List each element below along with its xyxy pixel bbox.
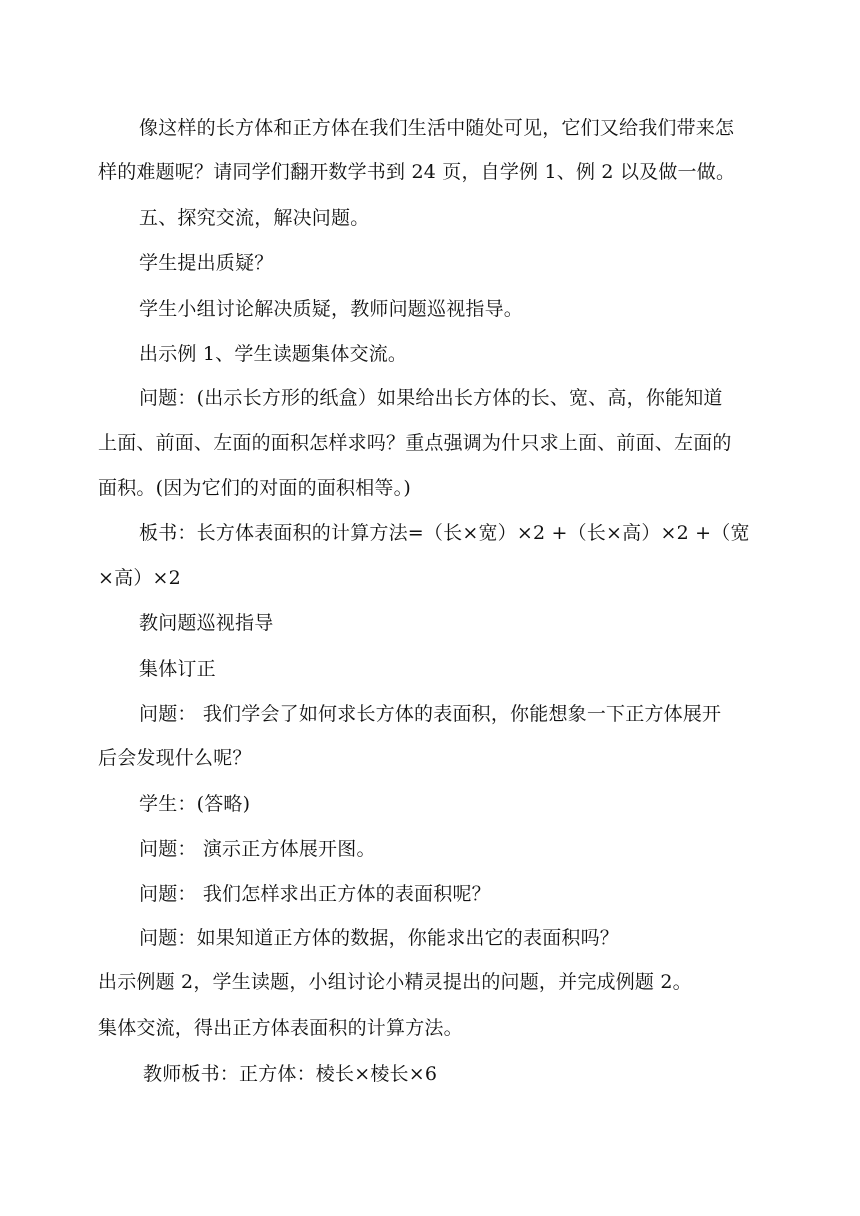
section-heading: 五、探究交流，解决问题。	[139, 207, 370, 229]
paragraph-line: 出示例题 2，学生读题，小组讨论小精灵提出的问题，并完成例题 2。	[98, 971, 692, 993]
paragraph-line: 教师板书：正方体：棱长×棱长×6	[143, 1063, 438, 1085]
paragraph-line: 问题： 我们怎样求出正方体的表面积呢？	[139, 883, 491, 905]
paragraph-line: 集体交流，得出正方体表面积的计算方法。	[98, 1017, 463, 1039]
paragraph-line: 问题： 演示正方体展开图。	[139, 838, 376, 860]
paragraph-line: 样的难题呢？请同学们翻开数学书到 24 页，自学例 1、例 2 以及做一做。	[98, 161, 736, 183]
paragraph-line: 板书：长方体表面积的计算方法=（长×宽）×2 +（长×高）×2 +（宽	[139, 522, 750, 544]
paragraph-line: 面积。(因为它们的对面的面积相等。)	[98, 477, 411, 499]
paragraph-line: ×高）×2	[98, 567, 181, 589]
paragraph-line: 学生：(答略)	[139, 793, 251, 815]
paragraph-line: 上面、前面、左面的面积怎样求吗？重点强调为什只求上面、前面、左面的	[98, 432, 732, 454]
paragraph-line: 出示例 1、学生读题集体交流。	[139, 343, 408, 365]
paragraph-line: 学生提出质疑？	[139, 252, 274, 274]
paragraph-line: 像这样的长方体和正方体在我们生活中随处可见，它们又给我们带来怎	[139, 117, 735, 139]
paragraph-line: 集体订正	[139, 658, 216, 680]
paragraph-line: 教问题巡视指导	[139, 612, 274, 634]
paragraph-line: 问题： 我们学会了如何求长方体的表面积，你能想象一下正方体展开	[139, 703, 722, 725]
paragraph-line: 问题：如果知道正方体的数据，你能求出它的表面积吗？	[139, 927, 620, 949]
paragraph-line: 学生小组讨论解决质疑，教师问题巡视指导。	[139, 298, 524, 320]
paragraph-line: 问题：(出示长方形的纸盒）如果给出长方体的长、宽、高，你能知道	[139, 387, 723, 409]
paragraph-line: 后会发现什么呢？	[98, 747, 252, 769]
